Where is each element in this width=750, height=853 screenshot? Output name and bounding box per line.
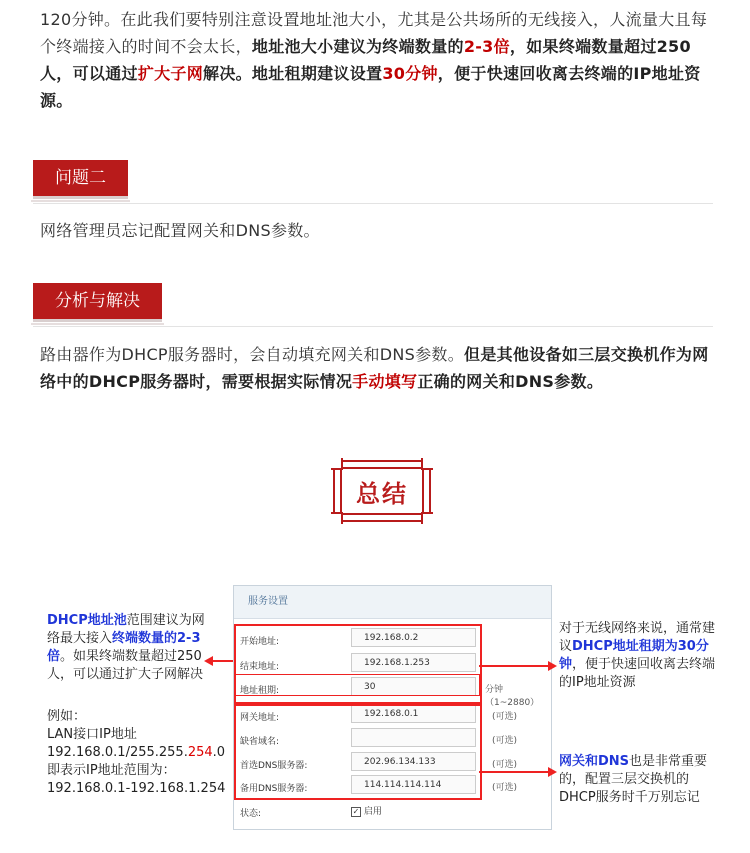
right-note-blue: 网关和DNS bbox=[559, 754, 630, 769]
section-tag-analysis: 分析与解决 bbox=[33, 283, 162, 319]
lease-time-input[interactable]: 30 bbox=[351, 677, 476, 696]
check-icon: ✓ bbox=[352, 806, 360, 816]
end-address-input[interactable]: 192.168.1.253 bbox=[351, 653, 476, 672]
divider bbox=[33, 326, 713, 327]
lease-unit: 分钟（1~2880） bbox=[485, 685, 540, 708]
example-ip-part: .0 bbox=[212, 745, 226, 760]
section-tag-problem-2: 问题二 bbox=[33, 160, 128, 196]
emblem-corner bbox=[331, 458, 343, 470]
left-example bbox=[47, 708, 227, 798]
intro-red-1: 2-3倍 bbox=[463, 37, 510, 56]
optional-hint: (可选) bbox=[492, 783, 518, 793]
start-address-input[interactable]: 192.168.0.2 bbox=[351, 628, 476, 647]
divider bbox=[33, 203, 713, 204]
gateway-input[interactable]: 192.168.0.1 bbox=[351, 704, 476, 723]
intro-bold-4: ，便于快速回收离去终端的IP地址资源。 bbox=[40, 64, 701, 110]
left-note-blue-2: 终端数量的2-3倍 bbox=[47, 631, 201, 664]
optional-hint: (可选) bbox=[492, 736, 518, 746]
left-note-text-1: 范围建议为网络最大接入 bbox=[47, 613, 205, 646]
problem-2-text: 网络管理员忘记配置网关和DNS参数。 bbox=[40, 221, 320, 240]
row-label: 备用DNS服务器: bbox=[240, 784, 308, 794]
right-annotation-gateway bbox=[559, 753, 724, 807]
row-label: 缺省域名: bbox=[240, 737, 280, 747]
analysis-paragraph bbox=[40, 341, 720, 395]
example-line: 192.168.0.1-192.168.1.254 bbox=[47, 781, 226, 796]
intro-bold-1: 地址池大小建议为终端数量的 bbox=[251, 37, 464, 56]
row-label: 开始地址: bbox=[240, 637, 280, 647]
analysis-bold-1: 但是其他设备如三层交换机作为网络中的DHCP服务器时，需要根据实际情况 bbox=[40, 345, 709, 391]
optional-hint: (可选) bbox=[492, 712, 518, 722]
analysis-bold-2: 正确的网关和DNS参数。 bbox=[417, 372, 604, 391]
arrow-left-line bbox=[212, 660, 233, 662]
arrow-right-head-1 bbox=[548, 661, 557, 671]
right-note-blue: DHCP地址租期为30分钟 bbox=[559, 639, 709, 672]
right-annotation-lease bbox=[559, 620, 719, 692]
row-label: 状态: bbox=[240, 809, 262, 819]
status-value: 启用 bbox=[363, 807, 382, 817]
right-note-text: 对于无线网络来说，通常建议 bbox=[559, 621, 716, 654]
primary-dns-input[interactable]: 202.96.134.133 bbox=[351, 752, 476, 771]
intro-bold-2: ，如果终端数量超过250人，可以通过 bbox=[40, 37, 691, 83]
summary-title: 总结 bbox=[356, 480, 408, 508]
secondary-dns-input[interactable]: 114.114.114.114 bbox=[351, 775, 476, 794]
analysis-text: 路由器作为DHCP服务器时，会自动填充网关和DNS参数。 bbox=[40, 345, 465, 364]
example-line: 即表示IP地址范围为： bbox=[47, 763, 176, 778]
left-annotation bbox=[47, 612, 212, 684]
example-ip-highlight: 254 bbox=[187, 745, 213, 760]
intro-text: 120分钟。在此我们要特别注意设置地址池大小，尤其是公共场所的无线接入，人流量大且每个终端接入的时间不会太长， bbox=[40, 10, 708, 56]
panel-header: 服务设置 bbox=[234, 586, 551, 619]
intro-red-3: 30分钟 bbox=[382, 64, 438, 83]
optional-hint: (可选) bbox=[492, 760, 518, 770]
arrow-left-head bbox=[204, 656, 213, 666]
settings-row-status bbox=[234, 800, 551, 822]
analysis-red-1: 手动填写 bbox=[352, 372, 418, 391]
arrow-right-line-1 bbox=[479, 665, 549, 667]
highlight-gateway-box bbox=[234, 702, 482, 800]
row-label: 地址租期: bbox=[240, 686, 280, 696]
service-settings-panel bbox=[233, 585, 552, 830]
arrow-right-line-2 bbox=[479, 771, 549, 773]
enable-checkbox[interactable] bbox=[351, 804, 382, 817]
highlight-lease-box bbox=[234, 674, 480, 696]
row-label: 首选DNS服务器: bbox=[240, 761, 308, 771]
row-label: 网关地址: bbox=[240, 713, 280, 723]
left-note-blue-1: DHCP地址池 bbox=[47, 613, 127, 628]
intro-paragraph bbox=[40, 6, 720, 114]
example-heading: 例如： bbox=[47, 709, 87, 724]
intro-bold-3: 解决。地址租期建议设置 bbox=[203, 64, 383, 83]
arrow-right-head-2 bbox=[548, 767, 557, 777]
right-note-text: 也是非常重要的，配置三层交换机的DHCP服务时千万别忘记 bbox=[559, 754, 708, 805]
row-label: 结束地址: bbox=[240, 662, 280, 672]
example-ip-part: 192.168.0.1/255.255. bbox=[47, 745, 188, 760]
emblem-corner bbox=[331, 512, 343, 524]
example-line: LAN接口IP地址 bbox=[47, 727, 137, 742]
example-ip-line bbox=[47, 744, 227, 762]
summary-emblem bbox=[333, 460, 431, 522]
emblem-corner bbox=[421, 458, 433, 470]
intro-red-2: 扩大子网 bbox=[137, 64, 204, 83]
emblem-corner bbox=[421, 512, 433, 524]
right-note-text: ，便于快速回收离去终端的IP地址资源 bbox=[559, 657, 716, 690]
left-note-text-2: 。如果终端数量超过250人，可以通过扩大子网解决 bbox=[47, 649, 204, 682]
